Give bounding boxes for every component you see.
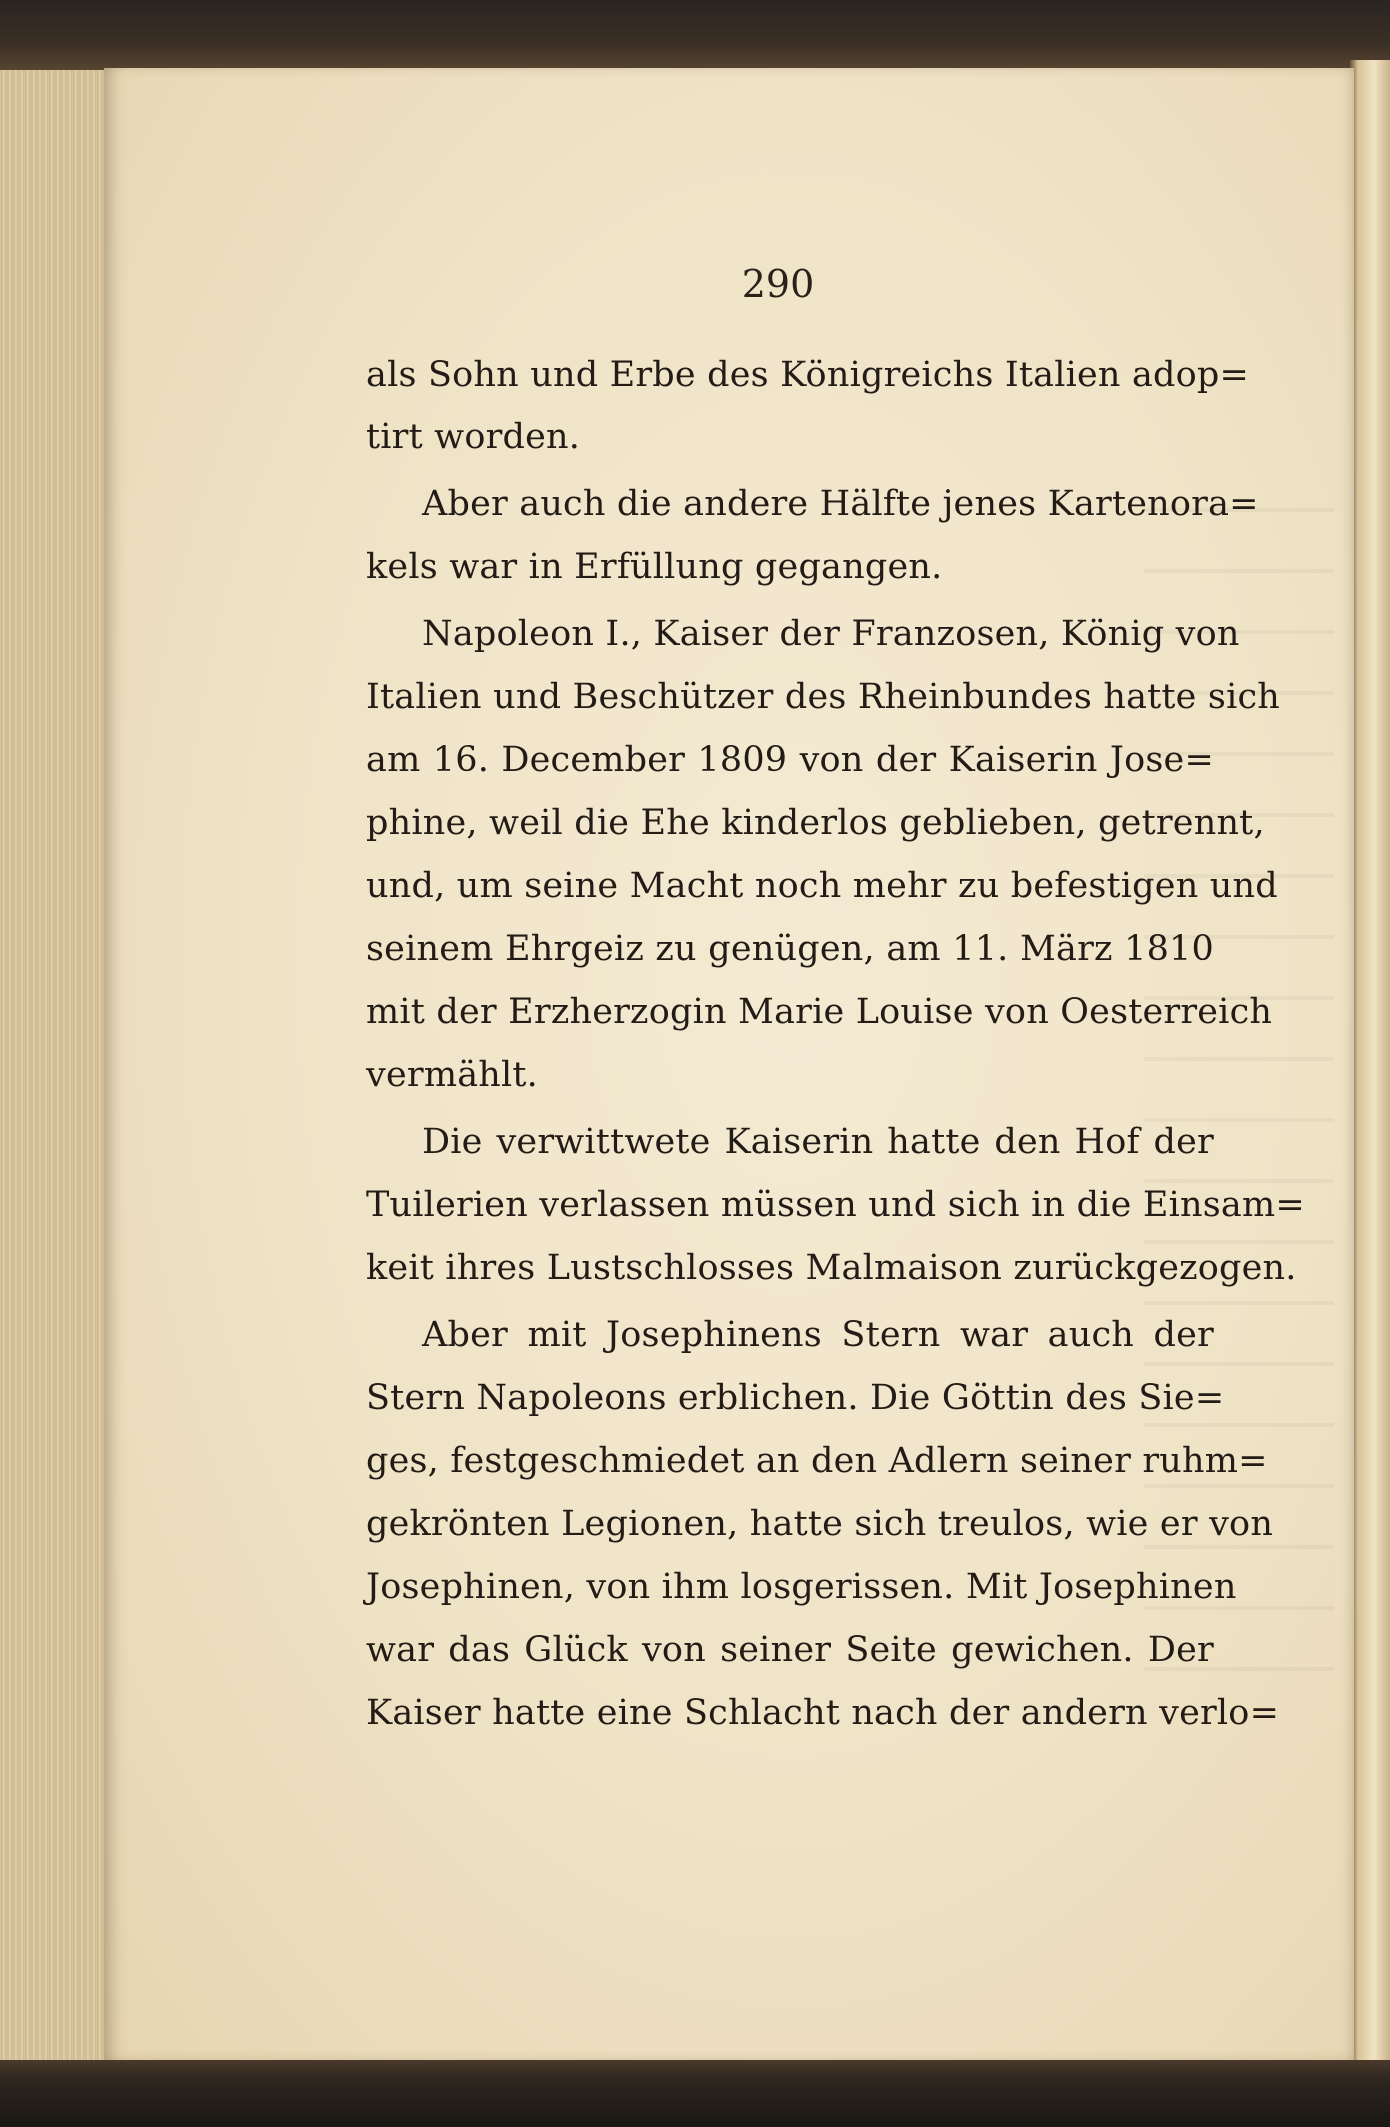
book-top-edge <box>0 0 1390 72</box>
text-line: keit ihres Lustschlosses Malmaison zurückgezogen. <box>366 1248 1297 1288</box>
paragraph-start-line: Aber mit Josephinens Stern war auch der <box>422 1315 1214 1355</box>
book-right-edge <box>1350 60 1390 2060</box>
text-line: vermählt. <box>366 1055 538 1095</box>
book-bottom-edge <box>0 2060 1390 2127</box>
text-line: und, um seine Macht noch mehr zu befestigen und <box>366 866 1278 906</box>
text-line: als Sohn und Erbe des Königreichs Italien adop= <box>366 355 1250 395</box>
text-line: am 16. December 1809 von der Kaiserin Jose= <box>366 740 1214 780</box>
paragraph-start-line: Napoleon I., Kaiser der Franzosen, König von <box>422 614 1240 654</box>
paragraph-start-line: Aber auch die andere Hälfte jenes Kartenora= <box>422 484 1259 524</box>
text-line: Stern Napoleons erblichen. Die Göttin des Sie= <box>366 1378 1225 1418</box>
page-number: 290 <box>741 262 815 306</box>
text-line: mit der Erzherzogin Marie Louise von Oesterreich <box>366 992 1273 1032</box>
text-line: Italien und Beschützer des Rheinbundes hatte sich <box>366 677 1281 717</box>
text-line: tirt worden. <box>366 417 581 457</box>
text-line: war das Glück von seiner Seite gewichen. Der <box>366 1630 1214 1670</box>
text-line: Tuilerien verlassen müssen und sich in die Einsam= <box>366 1185 1305 1225</box>
text-line: kels war in Erfüllung gegangen. <box>366 547 943 587</box>
text-line: gekrönten Legionen, hatte sich treulos, wie er von <box>366 1504 1274 1544</box>
paragraph-start-line: Die verwittwete Kaiserin hatte den Hof der <box>422 1122 1214 1162</box>
text-line: ges, festgeschmiedet an den Adlern seiner ruhm= <box>366 1441 1268 1481</box>
text-line: Josephinen, von ihm losgerissen. Mit Josephinen <box>366 1567 1237 1607</box>
text-line: phine, weil die Ehe kinderlos geblieben, getrennt, <box>366 803 1265 843</box>
text-line: seinem Ehrgeiz zu genügen, am 11. März 1810 <box>366 929 1214 969</box>
text-line: Kaiser hatte eine Schlacht nach der andern verlo= <box>366 1693 1280 1733</box>
page-stack-edge <box>0 70 108 2060</box>
